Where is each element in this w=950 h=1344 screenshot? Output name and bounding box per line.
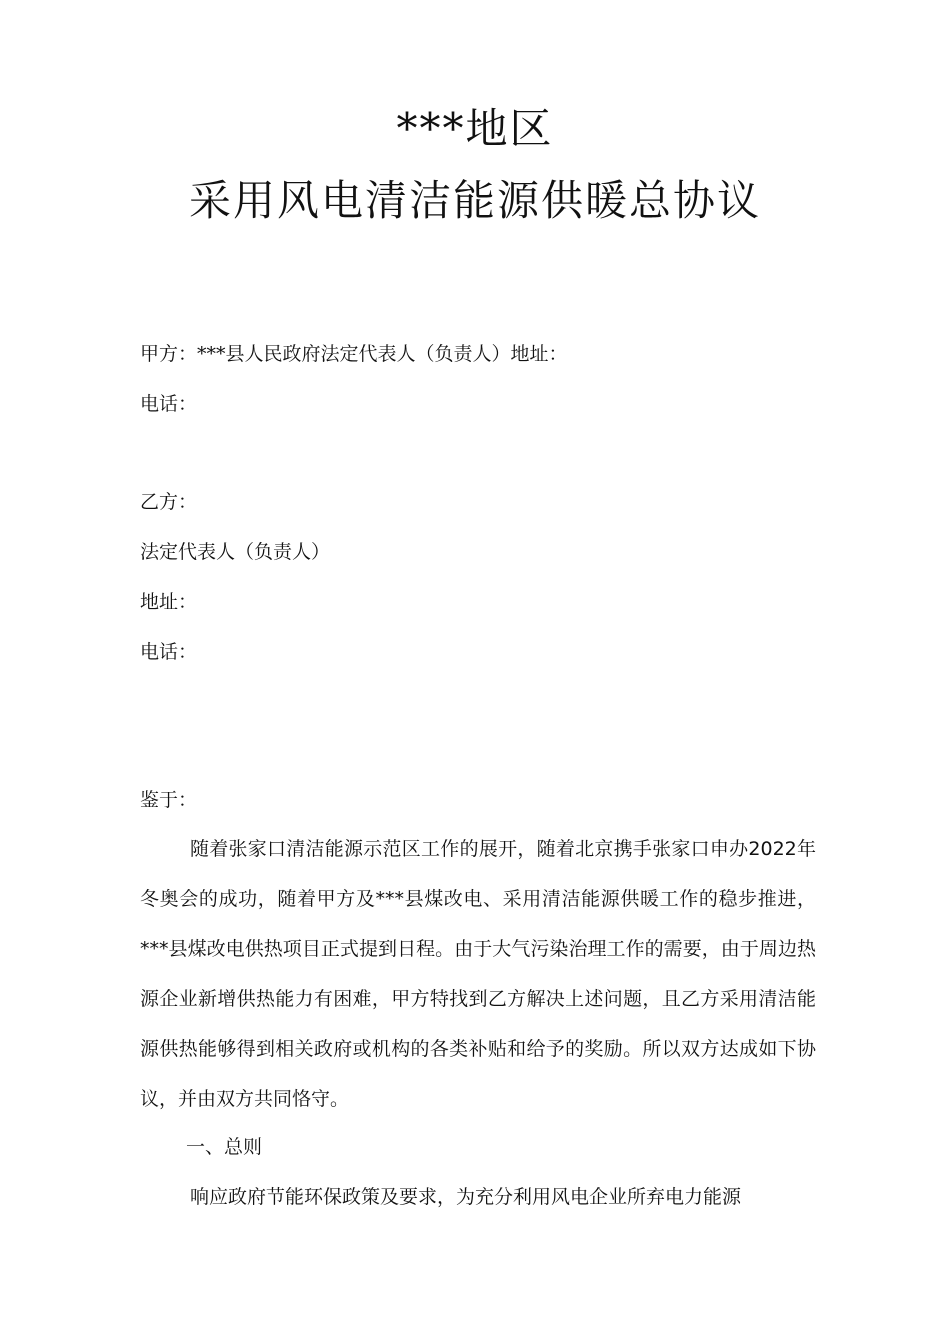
party-a-phone: 电话： — [140, 393, 198, 415]
party-b-label: 乙方： — [140, 491, 198, 513]
party-b-phone: 电话： — [140, 641, 198, 663]
section-1-heading: 一、总则 — [186, 1136, 263, 1158]
party-b-address: 地址： — [140, 591, 198, 613]
document-title-line-1: ***地区 — [396, 104, 554, 153]
party-b-representative: 法定代表人（负责人） — [140, 541, 331, 563]
section-1-paragraph: 响应政府节能环保政策及要求，为充分利用风电企业所弃电力能源 — [190, 1186, 742, 1208]
whereas-paragraph: 随着张家口清洁能源示范区工作的展开，随着北京携手张家口申办2022年冬奥会的成功，随着甲方及***县煤改电、采用清洁能源供暖工作的稳步推进，***县煤改电供热项目正式提到日程。由于大气污染治理工作的需要，由于周边热源企业新增供热能力有困难，甲方特找到乙方解决上述问题，且乙方采用清洁能源供热能够得到相关政府或机构的各类补贴和给予的奖励。所以双方达成如下协议，并由双方共同恪守。 — [140, 838, 816, 1110]
whereas-label: 鉴于： — [140, 789, 198, 811]
document-title-line-2: 采用风电清洁能源供暖总协议 — [188, 176, 761, 225]
party-a-line: 甲方：***县人民政府法定代表人（负责人）地址： — [140, 343, 568, 365]
